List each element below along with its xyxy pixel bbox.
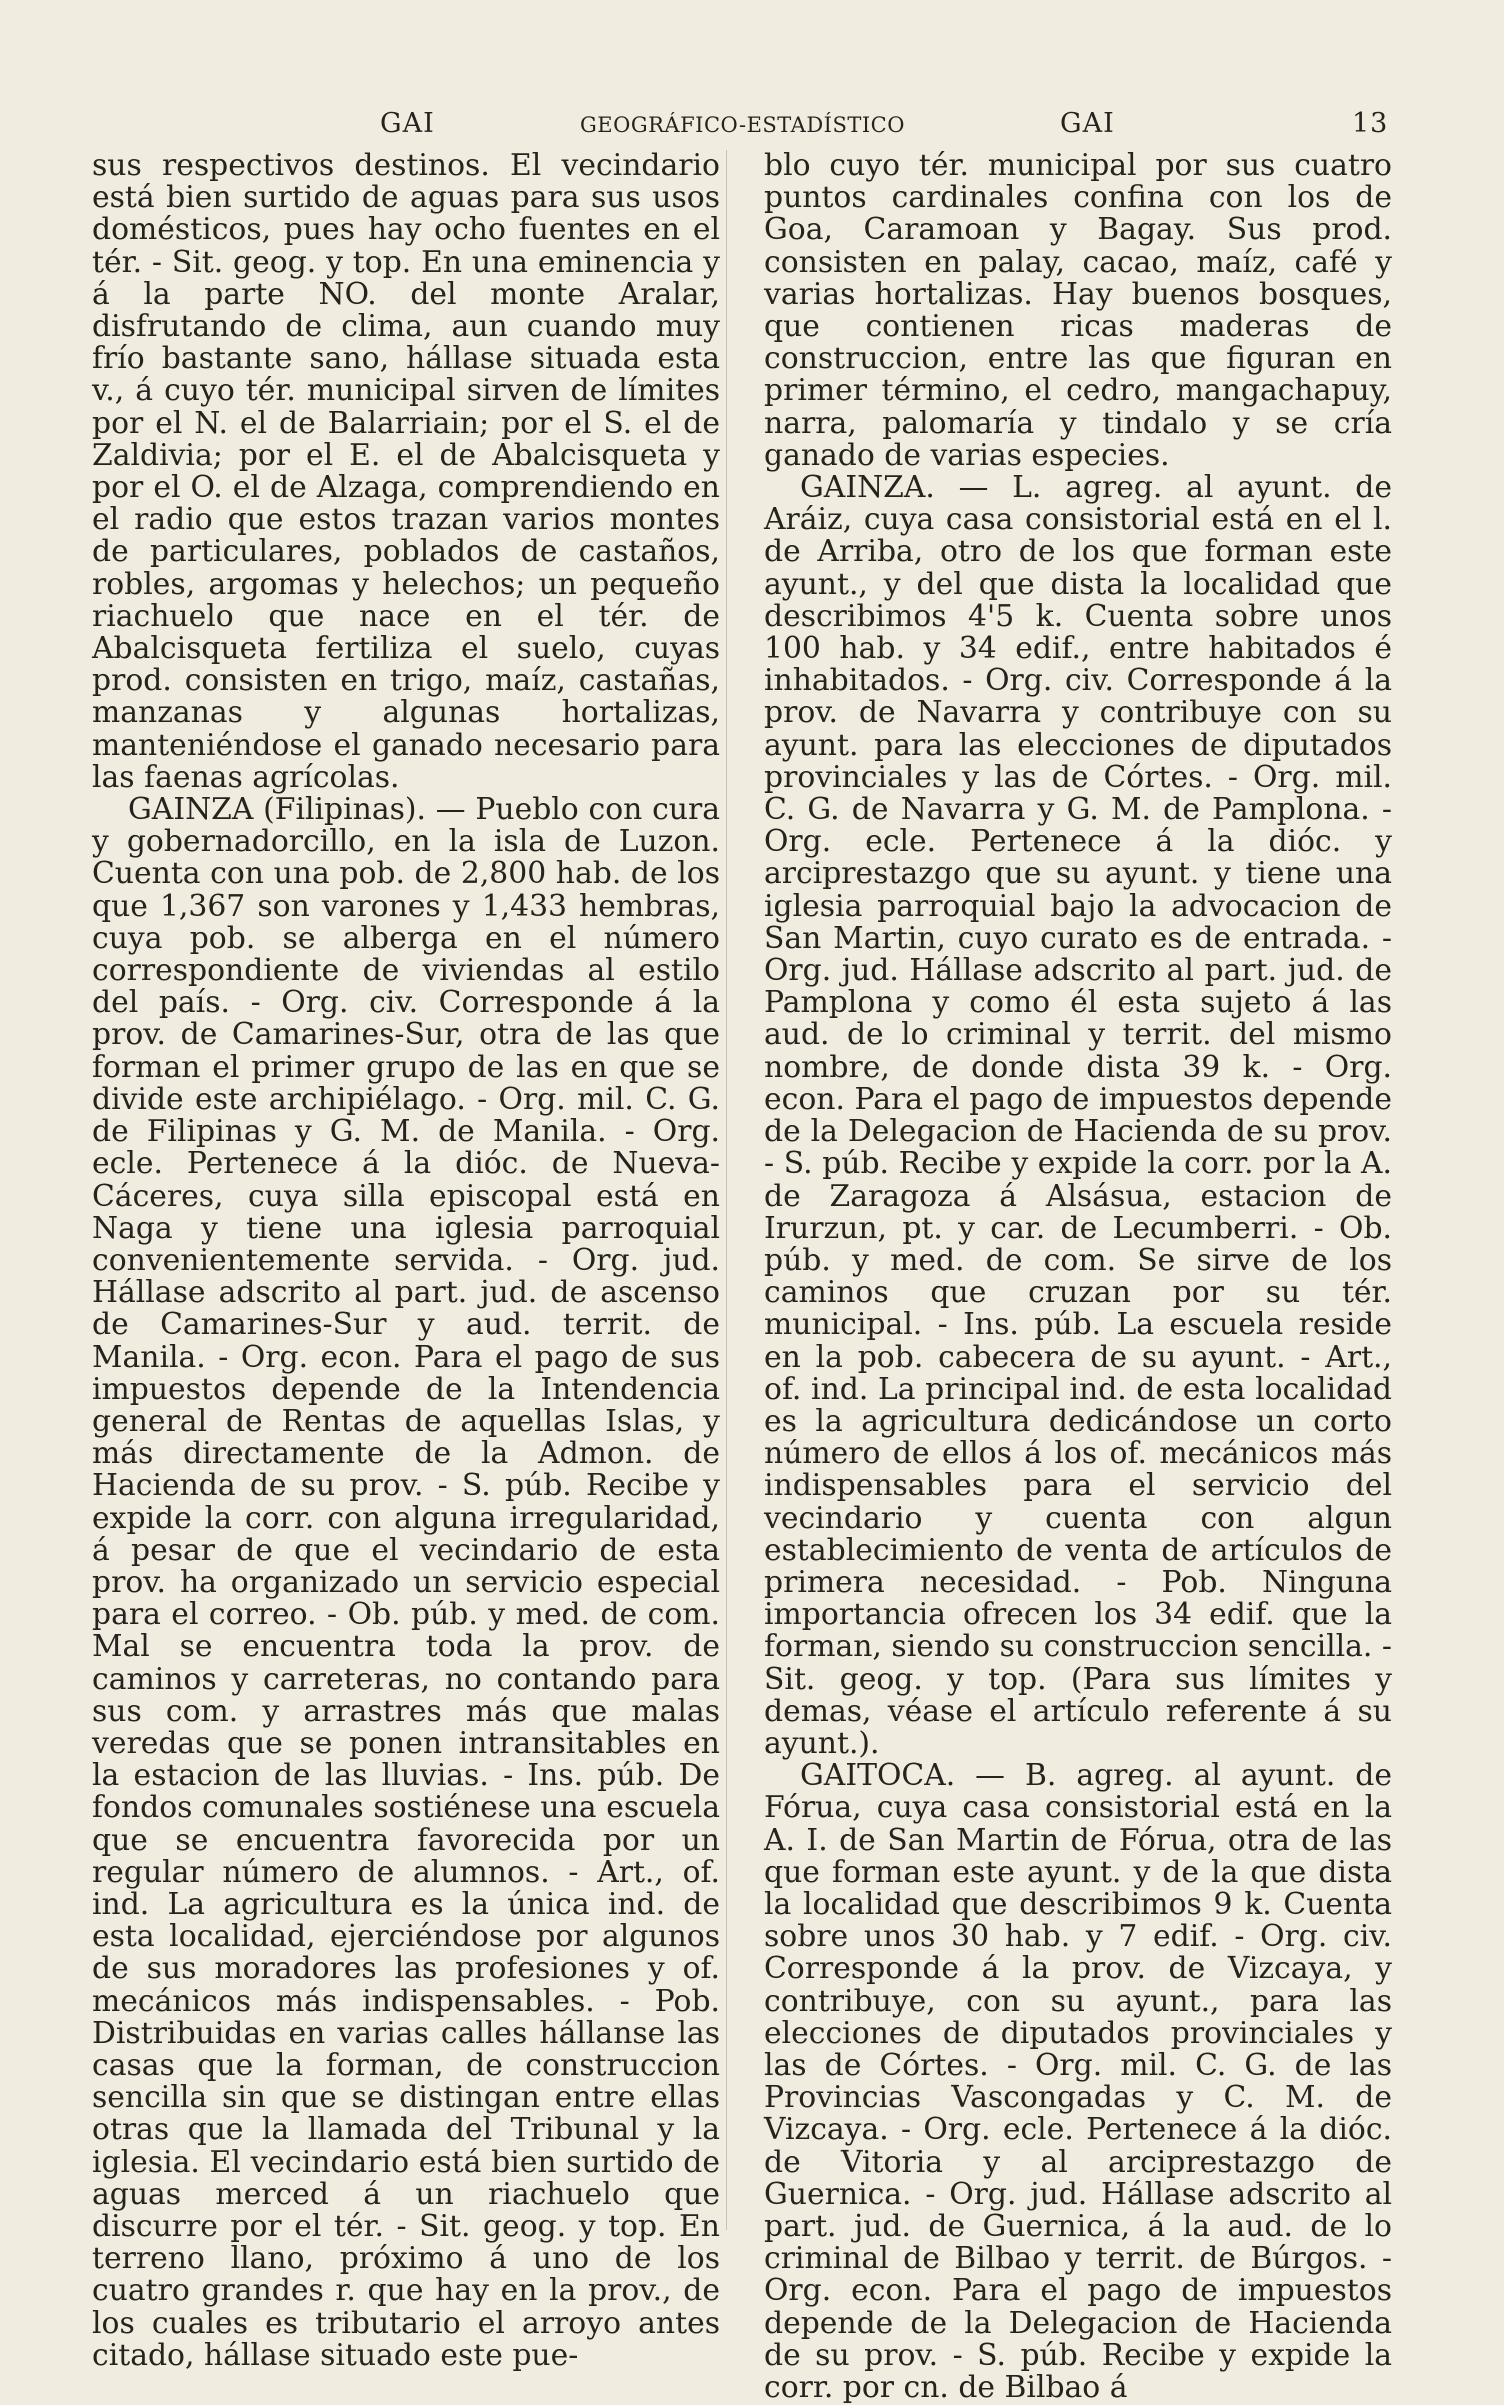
page-number: 13 — [1352, 108, 1389, 139]
entry-gainza: GAINZA. — L. agreg. al ayunt. de Aráiz, cuya casa consistorial está en el l. de Arriba, otro de los que forman este ayunt., y del que dista la localidad que describimos 4'5 k. Cuenta sobre unos 100 hab. y 34 edif., entre habitados é inhabitados. - Org. civ. Corresponde á la prov. de Navarra y contribuye con su ayunt. para las elecciones de diputados provinciales y las de Córtes. - Org. mil. C. G. de Navarra y G. M. de Pamplona. - Org. ecle. Pertenece á la dióc. y arciprestazgo que su ayunt. y tiene una iglesia parroquial bajo la advocacion de San Martin, cuyo curato es de entrada. - Org. jud. Hállase adscrito al part. jud. de Pamplona y como él esta sujeto á las aud. de lo criminal y territ. del mismo nombre, de donde dista 39 k. - Org. econ. Para el pago de impuestos depende de la Delegacion de Hacienda de su prov. - S. púb. Recibe y expide la corr. por la A. de Zaragoza á Alsásua, estacion de Irurzun, pt. y car. de Lecumberri. - Ob. púb. y med. de com. Se sirve de los caminos que cruzan por su tér. municipal. - Ins. púb. La escuela reside en la pob. cabecera de su ayunt. - Art., of. ind. La principal ind. de esta localidad es la agricultura dedicándose un corto número de ellos á los of. mecánicos más indispensables para el servicio del vecindario y cuenta con algun establecimiento de venta de artículos de primera necesidad. - Pob. Ninguna importancia ofrecen los 34 edif. que la forman, siendo su construccion sencilla. - Sit. geog. y top. (Para sus límites y demas, véase el artículo referente á su ayunt.). — [764, 470, 1392, 1761]
entry-gaitoca: GAITOCA. — B. agreg. al ayunt. de Fórua, cuya casa consistorial está en la A. I. de San Martin de Fórua, otra de las que forman este ayunt. y de la que dista la localidad que describimos 9 k. Cuenta sobre unos 30 hab. y 7 edif. - Org. civ. Corresponde á la prov. de Vizcaya, y contribuye, con su ayunt., para las elecciones de diputados provinciales y las de Córtes. - Org. mil. C. G. de las Provincias Vascongadas y C. M. de Vizcaya. - Org. ecle. Pertenece á la dióc. de Vitoria y al arciprestazgo de Guernica. - Org. jud. Hállase adscrito al part. jud. de Guernica, á la aud. de lo criminal de Bilbao y territ. de Búrgos. - Org. econ. Para el pago de impuestos depende de la Delegacion de Hacienda de su prov. - S. púb. Recibe y expide la corr. por cn. de Bilbao á — [764, 1758, 1392, 2405]
header-right-word: GAI — [1060, 108, 1115, 139]
right-column — [764, 148, 1392, 2405]
header-left-word: GAI — [380, 108, 435, 139]
entry-gainza-filipinas: GAINZA (Filipinas). — Pueblo con cura y gobernadorcillo, en la isla de Luzon. Cuenta con una pob. de 2,800 hab. de los que 1,367 son varones y 1,433 hembras, cuya pob. se alberga en el número correspondiente de viviendas al estilo del país. - Org. civ. Corresponde á la prov. de Camarines-Sur, otra de las que forman el primer grupo de las en que se divide este archipiélago. - Org. mil. C. G. de Filipinas y G. M. de Manila. - Org. ecle. Pertenece á la dióc. de Nueva-Cáceres, cuya silla episcopal está en Naga y tiene una iglesia parroquial convenientemente servida. - Org. jud. Hállase adscrito al part. jud. de ascenso de Camarines-Sur y aud. territ. de Manila. - Org. econ. Para el pago de sus impuestos depende de la Intendencia general de Rentas de aquellas Islas, y más directamente de la Admon. de Hacienda de su prov. - S. púb. Recibe y expide la corr. con alguna irregularidad, á pesar de que el vecindario de esta prov. ha organizado un servicio especial para el correo. - Ob. púb. y med. de com. Mal se encuentra toda la prov. de caminos y carreteras, no contando para sus com. y arrastres más que malas veredas que se ponen intransitables en la estacion de las lluvias. - Ins. púb. De fondos comunales sostiénese una escuela que se encuentra favorecida por un regular número de alumnos. - Art., of. ind. La agricultura es la única ind. de esta localidad, ejerciéndose por algunos de sus moradores las profesiones y of. mecánicos más indispensables. - Pob. Distribuidas en varias calles hállanse las casas que la forman, de construccion sencilla sin que se distingan entre ellas otras que la llamada del Tribunal y la iglesia. El vecindario está bien surtido de aguas merced á un riachuelo que discurre por el tér. - Sit. geog. y top. En terreno llano, próximo á uno de los cuatro grandes r. que hay en la prov., de los cuales es tributario el arroyo antes citado, hállase situado este pue- — [92, 792, 720, 2373]
paragraph: sus respectivos destinos. El vecindario está bien surtido de aguas para sus usos domésticos, pues hay ocho fuentes en el tér. - Sit. geog. y top. En una eminencia y á la parte NO. del monte Aralar, disfrutando de clima, aun cuando muy frío bastante sano, hállase situada esta v., á cuyo tér. municipal sirven de límites por el N. el de Balarriain; por el S. el de Zaldivia; por el E. el de Abalcisqueta y por el O. el de Alzaga, comprendiendo en el radio que estos trazan varios montes de particulares, poblados de castaños, robles, argomas y helechos; un pequeño riachuelo que nace en el tér. de Abalcisqueta fertiliza el suelo, cuyas prod. consisten en trigo, maíz, castañas, manzanas y algunas hortalizas, manteniéndose el ganado necesario para las faenas agrícolas. — [92, 148, 720, 795]
paragraph: blo cuyo tér. municipal por sus cuatro puntos cardinales confina con los de Goa, Caramoan y Bagay. Sus prod. consisten en palay, cacao, maíz, café y varias hortalizas. Hay buenos bosques, que contienen ricas maderas de construccion, entre las que figuran en primer término, el cedro, mangachapuy, narra, palomaría y tindalo y se cría ganado de varias especies. — [764, 148, 1392, 473]
header-title: GEOGRÁFICO-ESTADÍSTICO — [580, 113, 905, 137]
left-column — [92, 148, 720, 2373]
column-divider — [726, 150, 727, 2230]
page-header — [90, 108, 1410, 148]
